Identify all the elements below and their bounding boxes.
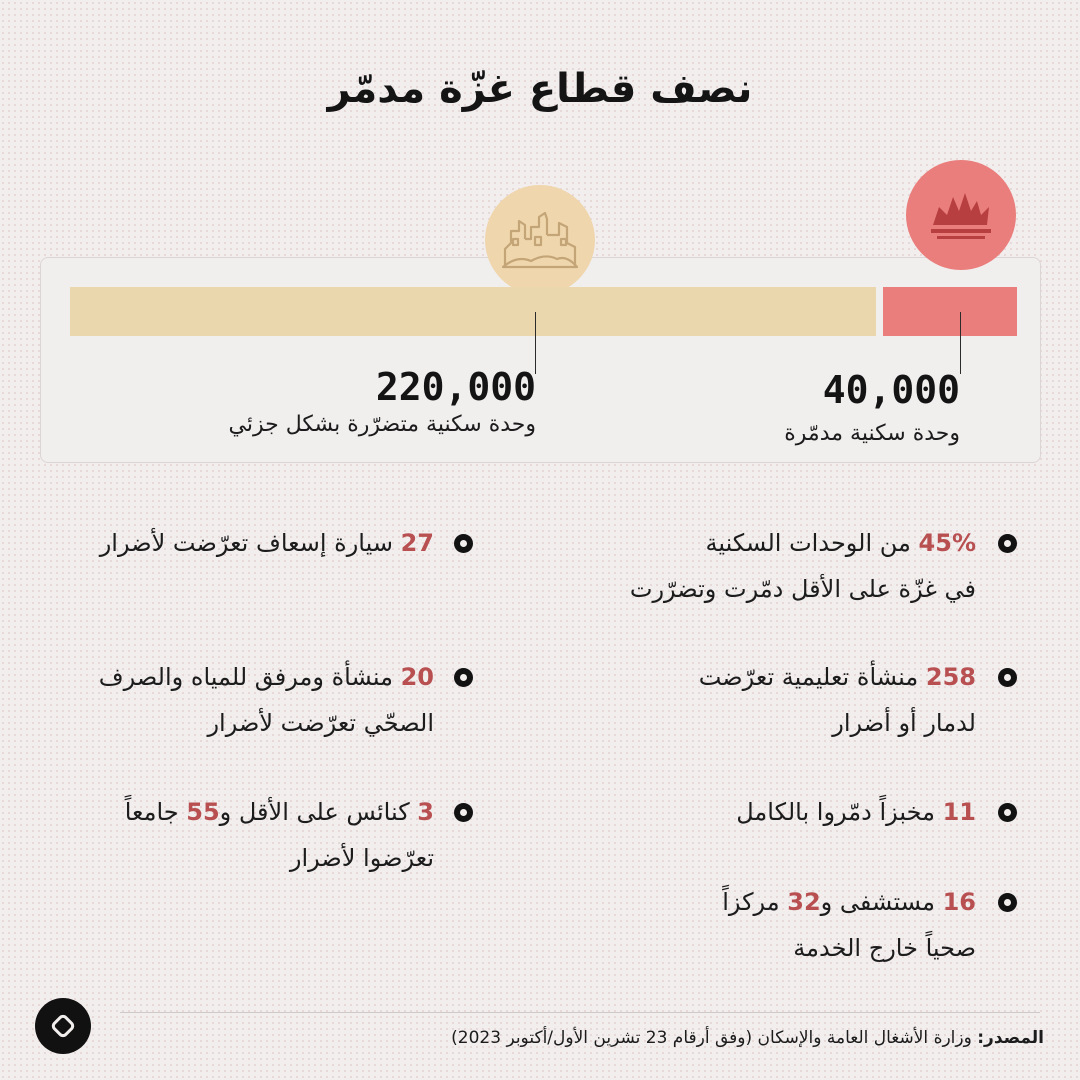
bullet-icon xyxy=(998,534,1017,553)
fact-number-2: 32 xyxy=(787,888,821,916)
fact-text-b: مركزاً xyxy=(722,888,788,916)
bullet-icon xyxy=(454,534,473,553)
explosion-icon xyxy=(906,160,1016,270)
fact-housing-percent xyxy=(630,520,976,612)
bullet-icon xyxy=(998,803,1017,822)
fact-number-2: 55 xyxy=(186,798,220,826)
fact-education xyxy=(699,654,976,746)
fact-text: كنائس على الأقل و xyxy=(219,798,418,826)
source-text: وزارة الأشغال العامة والإسكان (وفق أرقام 23 تشرين الأول/أكتوبر 2023) xyxy=(451,1028,978,1048)
fact-text-line2: لدمار أو أضرار xyxy=(832,709,976,737)
fact-number: 16 xyxy=(942,888,976,916)
fact-text-line2: تعرّضوا لأضرار xyxy=(289,844,434,872)
brand-logo-icon[interactable] xyxy=(35,998,91,1054)
footer-divider xyxy=(120,1012,1040,1013)
page-title: نصف قطاع غزّة مدمّر xyxy=(327,66,753,112)
fact-text: منشأة ومرفق للمياه والصرف xyxy=(98,663,401,691)
source-label: المصدر: xyxy=(977,1028,1044,1048)
bar-damaged-units xyxy=(70,287,876,336)
bullet-icon xyxy=(998,893,1017,912)
source-note xyxy=(451,1028,1044,1048)
fact-text-b: جامعاً xyxy=(124,798,187,826)
fact-text-line2: الصحّي تعرّضت لأضرار xyxy=(207,709,434,737)
fact-text: مخبزاً دمّروا بالكامل xyxy=(736,798,943,826)
fact-churches-mosques xyxy=(125,789,434,881)
fact-number: 20 xyxy=(400,663,434,691)
fact-number: 3 xyxy=(417,798,434,826)
destroyed-units-label: وحدة سكنية مدمّرة xyxy=(784,421,960,446)
fact-number: 258 xyxy=(925,663,976,691)
fact-text-line2: صحياً خارج الخدمة xyxy=(793,934,976,962)
bar-destroyed-units xyxy=(883,287,1017,336)
fact-text: منشأة تعليمية تعرّضت xyxy=(698,663,926,691)
bullet-icon xyxy=(454,803,473,822)
fact-text-line2: في غزّة على الأقل دمّرت وتضرّرت xyxy=(629,575,976,603)
damaged-units-label: وحدة سكنية متضرّرة بشكل جزئي xyxy=(228,412,536,437)
fact-number: 27 xyxy=(400,529,434,557)
bullet-icon xyxy=(454,668,473,687)
damaged-units-value: 220,000 xyxy=(375,365,536,409)
leader-line-destroyed xyxy=(960,312,961,374)
destroyed-units-value: 40,000 xyxy=(822,368,960,412)
fact-text: من الوحدات السكنية xyxy=(705,529,919,557)
fact-number: 45% xyxy=(918,529,976,557)
fact-text: سيارة إسعاف تعرّضت لأضرار xyxy=(99,529,401,557)
fact-bakeries xyxy=(736,789,976,835)
fact-health xyxy=(722,879,976,971)
ruined-building-icon xyxy=(485,185,595,295)
fact-water xyxy=(99,654,434,746)
fact-text: مستشفى و xyxy=(820,888,943,916)
bullet-icon xyxy=(998,668,1017,687)
fact-ambulances xyxy=(100,520,434,566)
fact-number: 11 xyxy=(942,798,976,826)
